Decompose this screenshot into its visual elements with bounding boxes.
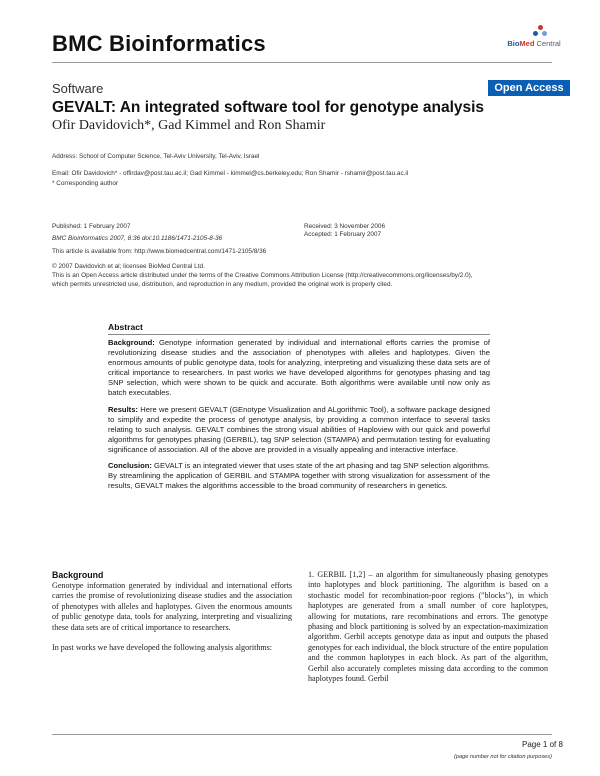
abstract-background xyxy=(108,338,490,399)
accepted-date: Accepted: 1 February 2007 xyxy=(304,231,382,238)
background-heading: Background xyxy=(52,570,104,580)
abstract-conclusion-label: Conclusion: xyxy=(108,461,152,471)
abstract-divider xyxy=(108,334,490,335)
footer-divider xyxy=(52,734,552,735)
gerbil-label: 1. GERBIL xyxy=(308,570,347,579)
article-type: Software xyxy=(52,81,104,96)
abstract-conclusion xyxy=(108,461,490,491)
received-date: Received: 3 November 2006 xyxy=(304,223,385,230)
page-number: Page 1 of 8 xyxy=(522,740,563,749)
abstract-results-text: Here we present GEVALT (GEnotype Visualization and ALgorithmic Tool), a software package designed to simplify and expedite the process of genotype analysis, by providing a common interface to several tasks relating to such analysis. GEVALT combines the strong visual abilities of Haploview with our quick and powerful algorithms for genotypes phasing (GERBIL), tag SNP selection (STAMPA) and permutation testing for evaluating significance of association. All of the above are provided in a visually appealing and interactive interface. xyxy=(108,404,490,454)
logo-med: Med xyxy=(519,39,535,48)
logo-central: Central xyxy=(534,39,561,48)
abstract-results-label: Results: xyxy=(108,404,138,414)
logo-bio: Bio xyxy=(507,39,520,48)
abstract-conclusion-text: GEVALT is an integrated viewer that uses state of the art phasing and tag SNP selection algorithms. By streamlining the application of GERBIL and STAMPA together with strong visualization for assessment of the results, GEVALT makes the algorithms accessible to the broad community of researchers in genetics. xyxy=(108,461,490,491)
logo-dots-icon xyxy=(533,25,547,37)
left-paragraph-1: Genotype information generated by individual and international efforts carries the promise of revolutionizing disease studies and the association of phenotypes with alleles and haplotypes. Given the enormous amounts of public genotype data, tools for analyzing, interpreting and visualizing these data sets are of critical importance to researchers. xyxy=(52,581,292,632)
abstract-box xyxy=(108,322,490,497)
right-column xyxy=(308,570,548,694)
right-paragraph xyxy=(308,570,548,684)
article-authors: Ofir Davidovich*, Gad Kimmel and Ron Shamir xyxy=(52,118,326,133)
article-title: GEVALT: An integrated software tool for genotype analysis xyxy=(52,99,485,116)
copyright: © 2007 Davidovich et al; licensee BioMed Central Ltd. xyxy=(52,263,205,270)
citation: BMC Bioinformatics 2007, 8:36 doi:10.1186/1471-2105-8-36 xyxy=(52,235,223,242)
author-emails: Email: Ofir Davidovich* - offirdav@post.tau.ac.il; Gad Kimmel - kimmel@cs.berkeley.edu; Ron Shamir - rshamir@post.tau.ac.il xyxy=(52,170,409,177)
biomed-central-logo xyxy=(500,23,568,53)
license-line-1: This is an Open Access article distributed under the terms of the Creative Commons Attribution License (http://creativecommons.org/licenses/by/2.0), xyxy=(52,272,473,279)
corresponding-note: * Corresponding author xyxy=(52,180,119,187)
page-number-note: (page number not for citation purposes) xyxy=(454,754,552,760)
journal-title: BMC Bioinformatics xyxy=(52,31,266,56)
license-line-2: which permits unrestricted use, distribution, and reproduction in any medium, provided the original work is properly cited. xyxy=(52,281,393,288)
header-divider xyxy=(52,62,552,63)
author-address: Address: School of Computer Science, Tel-Aviv University, Tel-Aviv, Israel xyxy=(52,153,260,160)
left-column xyxy=(52,581,292,663)
abstract-background-text: Genotype information generated by individual and international efforts carries the promise of revolutionizing disease studies and the association of phenotypes with alleles and haplotypes. Given the enormous amounts of public genotype data, tools for analyzing, interpreting and visualizing these data sets are of critical importance to researchers. In past works we have developed algorithms for genotypes phasing and tag SNP selection, which were shown to be quick and accurate. Both algorithms were available until now only as batch executables. xyxy=(108,338,490,398)
abstract-background-label: Background: xyxy=(108,338,155,347)
gerbil-text: [1,2] – an algorithm for simultaneously phasing genotypes into haplotypes and block partitioning. The algorithm is based on a stochastic model for recombination-poor regions ("blocks"), in which haplotypes are generated from a small number of core haplotypes, allowing for mutations, rare recombinations and errors. The genotype phasing and block partitioning is solved by an expectation-maximization algorithm. Gerbil accepts genotype data as input and outputs the phased genotypes for each individual, the block structure of the entire population and the common haplotypes in each block. As part of the algorithm, Gerbil also accurately completes missing data according to the common haplotypes found. Gerbil xyxy=(308,570,548,684)
published-date: Published: 1 February 2007 xyxy=(52,223,131,230)
article-url[interactable]: This article is available from: http://www.biomedcentral.com/1471-2105/8/36 xyxy=(52,248,267,255)
left-paragraph-2: In past works we have developed the following analysis algorithms: xyxy=(52,643,273,653)
abstract-results xyxy=(108,405,490,455)
abstract-heading: Abstract xyxy=(108,322,143,332)
open-access-badge: Open Access xyxy=(488,80,570,96)
